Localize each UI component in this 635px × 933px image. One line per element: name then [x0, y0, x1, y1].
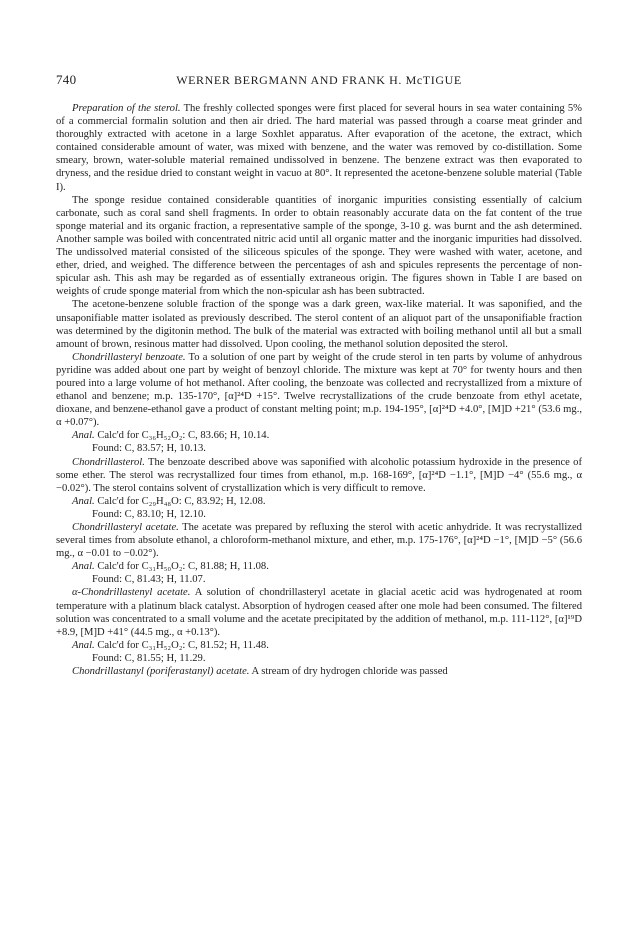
anal-label: Anal. [72, 639, 95, 651]
anal-label: Anal. [72, 561, 95, 573]
paragraph [56, 194, 582, 299]
anal-text: Calc'd for C₂₉H₄₈O: C, 83.92; H, 12.08. [94, 495, 266, 507]
paragraph [56, 586, 582, 638]
anal-label: Anal. [72, 495, 95, 507]
found-text: Found: C, 81.43; H, 11.07. [92, 574, 206, 586]
page-header [56, 72, 582, 88]
paragraph-text: A solution of chondrillasteryl acetate in glacial acetic acid was hydrogenated at room temperature with a platinum black catalyst. Absorption of hydrogen ceased after one mole had been consumed. The filtered solution was concentrated to a small volume and the acetate precipitated by the addition of methanol, m.p. 111-112°, [α]¹⁹D +8.9, [M]D +41° (44.5 mg., α +0.13°). [56, 587, 582, 638]
paragraph-text: The freshly collected sponges were first placed for several hours in sea water containing 5% of a commercial formalin solution and then air dried. The hard material was passed through a coarse meat grinder and thoroughly extracted with acetone in a large Soxhlet apparatus. After evaporation of the acetone, the extract, which contained considerable amount of water, was mixed with benzene, and the water was removed by co-distillation. Some smeary, brown, water-soluble material remained undissolved in benzene. The benzene extract was then evaporated to dryness, and the residue dried to constant weight in vacuo at 80°. It represented the acetone-benzene soluble material (Table I). [56, 103, 582, 193]
page-number: 740 [56, 72, 77, 87]
paragraph-text: To a solution of one part by weight of the crude sterol in ten parts by volume of anhydrous pyridine was added about one part by weight of benzoyl chloride. The mixture was kept at 70° for twenty hours and then poured into a large volume of hot methanol. After cooling, the benzoate was collected and recrystallized from a mixture of ethanol and benzene; m.p. 135-170°, [α]²⁴D +15°. Twelve recrystallizations of the crude benzoate from ethyl acetate, dioxane, and benzene-ethanol gave a product of constant melting point; m.p. 194-195°, [α]²⁴D +4.0°, [M]D +21° (53.6 mg., α +0.07°). [56, 351, 582, 429]
section-heading: Chondrillasteryl acetate. [72, 522, 179, 533]
paragraph [56, 298, 582, 350]
paragraph-text: The sponge residue contained considerable quantities of inorganic impurities consisting essentially of calcium carbonate, such as coral sand shell fragments. In order to obtain reasonably accurate data on the fat content of the true sponge material and its organic fraction, a representative sample of the sponge, 3-10 g. was burnt and the ash determined. Another sample was boiled with concentrated nitric acid until all organic matter and the inorganic impurities had dissolved. The undissolved material consisted of the siliceous spicules of the sponge. They were washed with water, acetone, and ether, dried, and weighed. The difference between the percentages of ash and spicules represents the percentage of non-spicular ash. This ash may be regarded as of essentially extraneous origin. The figures shown in Table I are based on weights of crude sponge material from which the non-spicular ash has been subtracted. [56, 194, 582, 298]
found-text: Found: C, 81.55; H, 11.29. [92, 652, 206, 664]
running-title: WERNER BERGMANN AND FRANK H. McTIGUE [176, 73, 462, 87]
article-body [56, 102, 582, 678]
analysis-calc [56, 560, 582, 573]
section-heading: Chondrillastanyl (poriferastanyl) acetate. [72, 666, 250, 678]
anal-text: Calc'd for C₃₁H₅₀O₂: C, 81.88; H, 11.08. [94, 561, 269, 573]
paragraph-text: The acetone-benzene soluble fraction of the sponge was a dark green, wax-like material. It was saponified, and the unsaponifiable matter isolated as previously described. The sterol content of an aliquot part of the unsaponifiable fraction was determined by the digitonin method. The bulk of the material was extracted with boiling methanol until all but a small amount of brown, resinous matter had dissolved. Upon cooling, the methanol solution deposited the sterol. [56, 299, 582, 350]
anal-text: Calc'd for C₃₆H₅₂O₂: C, 83.66; H, 10.14. [94, 430, 270, 442]
paragraph [56, 102, 582, 194]
analysis-found [56, 508, 582, 521]
found-text: Found: C, 83.57; H, 10.13. [92, 443, 206, 455]
anal-text: Calc'd for C₃₁H₅₂O₂: C, 81.52; H, 11.48. [94, 639, 269, 651]
paragraph-text: The benzoate described above was saponified with alcoholic potassium hydroxide in the presence of some ether. The sterol was recrystallized four times from ethanol, m.p. 168-169°, [α]²⁴D −1.1°, [M]D −4° (55.6 mg., α −0.02°). The sterol contains solvent of crystallization which is very difficult to remove. [56, 456, 582, 494]
paragraph [56, 456, 582, 495]
analysis-found [56, 442, 582, 455]
section-heading: Preparation of the sterol. [72, 103, 181, 114]
analysis-calc [56, 639, 582, 652]
anal-label: Anal. [72, 430, 95, 442]
section-heading: α-Chondrillastenyl acetate. [72, 587, 191, 599]
analysis-calc [56, 495, 582, 508]
paragraph [56, 665, 582, 678]
analysis-found [56, 652, 582, 665]
found-text: Found: C, 83.10; H, 12.10. [92, 508, 206, 520]
paragraph-text: The acetate was prepared by refluxing the sterol with acetic anhydride. It was recrystallized several times from absolute ethanol, a chloroform-methanol mixture, and ether, m.p. 175-176°, [α]²⁴D −1°, [M]D −5° (56.6 mg., α −0.01 to −0.02°). [56, 522, 582, 560]
page [56, 72, 582, 678]
section-heading: Chondrillasteryl benzoate. [72, 351, 186, 363]
section-heading: Chondrillasterol. [72, 456, 145, 468]
paragraph [56, 351, 582, 430]
paragraph [56, 521, 582, 560]
analysis-found [56, 573, 582, 586]
analysis-calc [56, 429, 582, 442]
paragraph-text: A stream of dry hydrogen chloride was passed [249, 666, 448, 678]
